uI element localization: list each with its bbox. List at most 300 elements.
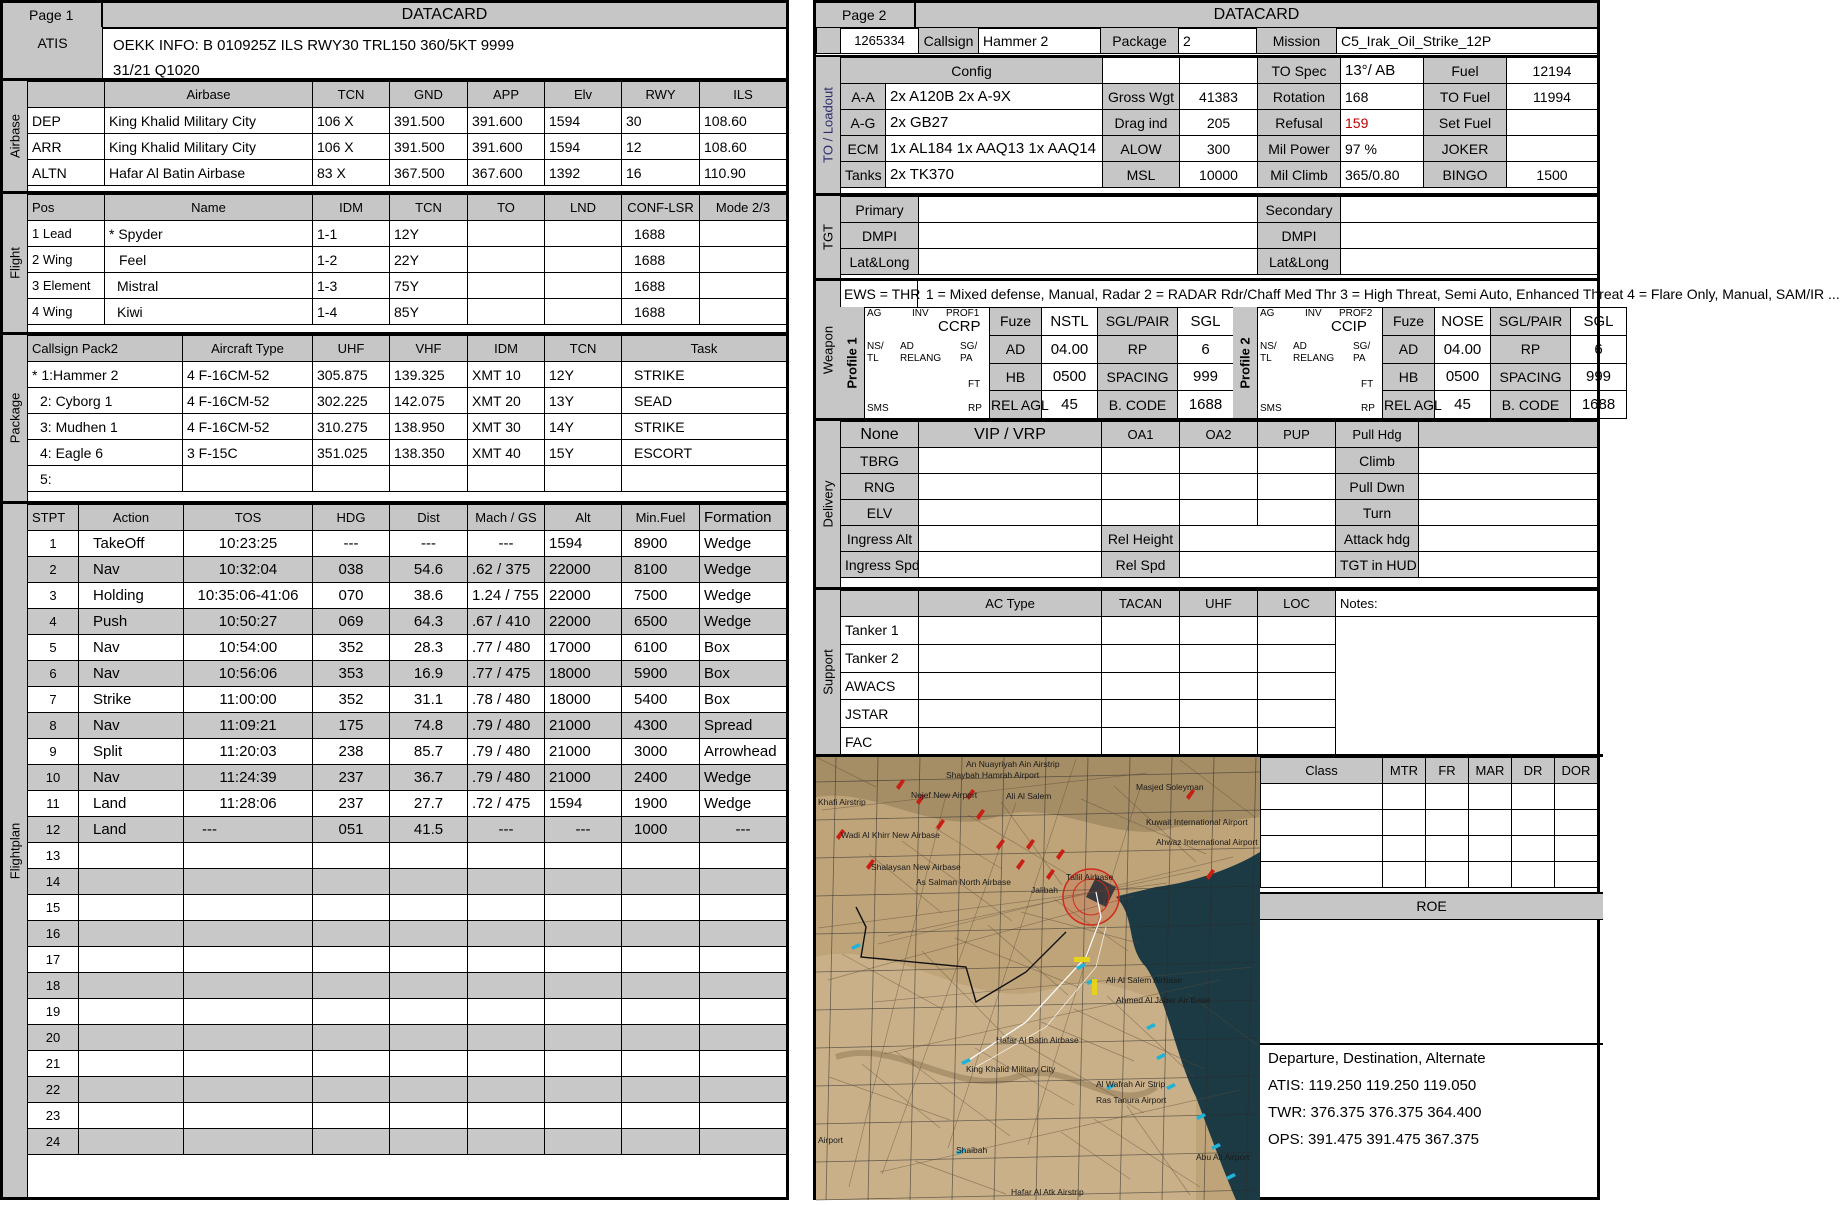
airbase-cell: 367.500	[390, 160, 468, 186]
delivery-right-label: Climb	[1336, 448, 1419, 474]
mfd-inv: INV	[912, 308, 929, 319]
flightplan-cell	[390, 1129, 468, 1155]
map-label: Ahwaz International Airport	[1156, 837, 1258, 847]
support-header-row	[841, 591, 1598, 617]
flightplan-cell: 10:54:00	[184, 635, 313, 661]
map-label: Ahmed Al Jaber Air Base	[1116, 995, 1211, 1005]
package-cell: 4 F-16CM-52	[183, 388, 313, 414]
profile-label: SPACING	[1491, 363, 1571, 391]
flightplan-cell	[313, 1051, 390, 1077]
profile-label: SGL/PAIR	[1098, 308, 1178, 336]
flightplan-cell: 18	[28, 973, 79, 999]
package-value: 2	[1179, 28, 1257, 54]
delivery-header: OA1	[1102, 422, 1180, 448]
profile-label: AD	[990, 335, 1042, 363]
flightplan-cell	[468, 1077, 545, 1103]
flightplan-cell	[468, 1103, 545, 1129]
mfd-sms: SMS	[1260, 403, 1282, 414]
airbase-row	[28, 134, 787, 160]
delivery-right-label: Pull Hdg	[1336, 422, 1419, 448]
mission-row	[816, 27, 1597, 57]
config-blank-1	[1103, 58, 1180, 84]
flightplan-cell: Wedge	[700, 765, 787, 791]
flightplan-cell: 36.7	[390, 765, 468, 791]
profile-name: Profile 1	[844, 336, 860, 389]
airbase-cell: 391.500	[390, 108, 468, 134]
mfd-sgpa: SG/ PA	[1353, 341, 1371, 364]
loadout-label: A-G	[841, 110, 886, 136]
threat-table	[1260, 757, 1598, 888]
flightplan-row	[28, 661, 787, 687]
package-header: Task	[622, 336, 787, 362]
flightplan-cell	[622, 1103, 700, 1129]
airbase-row	[28, 108, 787, 134]
flightplan-cell: 237	[313, 791, 390, 817]
flightplan-cell	[700, 1103, 787, 1129]
threat-cell	[1383, 810, 1426, 836]
airbase-cell: 391.500	[390, 134, 468, 160]
threat-header: FR	[1426, 758, 1469, 784]
flightplan-cell	[184, 869, 313, 895]
atis-label: ATIS	[3, 27, 103, 78]
loadout-row	[841, 110, 1598, 136]
flightplan-cell	[622, 895, 700, 921]
package-cell: 310.275	[313, 414, 390, 440]
package-cell: 302.225	[313, 388, 390, 414]
threat-cell	[1261, 836, 1383, 862]
package-cell: XMT 30	[468, 414, 545, 440]
page-1-label: Page 1	[3, 3, 103, 27]
flight-header: CONF-LSR	[622, 195, 700, 221]
flightplan-cell: Nav	[79, 765, 184, 791]
flightplan-cell	[468, 1025, 545, 1051]
flightplan-cell: ---	[313, 531, 390, 557]
flightplan-cell: 070	[313, 583, 390, 609]
support-tab: Support	[816, 590, 841, 754]
delivery-row	[841, 474, 1598, 500]
package-header: IDM	[468, 336, 545, 362]
mission-table	[816, 27, 1598, 54]
package-cell: 351.025	[313, 440, 390, 466]
mfd-ag: AG	[1260, 308, 1275, 319]
flightplan-cell: 16	[28, 921, 79, 947]
package-cell: 4 F-16CM-52	[183, 362, 313, 388]
package-cell: XMT 10	[468, 362, 545, 388]
flightplan-cell	[700, 947, 787, 973]
loadout-label-4: JOKER	[1424, 136, 1507, 162]
delivery-cell	[1180, 474, 1258, 500]
flightplan-cell: Spread	[700, 713, 787, 739]
support-row-label: Tanker 1	[841, 617, 919, 645]
flightplan-cell	[184, 1025, 313, 1051]
airbase-cell: 1594	[545, 134, 622, 160]
package-header-row	[28, 336, 787, 362]
profile-value: 04.00	[1042, 335, 1098, 363]
fuel-value: 12194	[1507, 58, 1598, 84]
profile-tab	[840, 307, 865, 418]
flight-cell: 85Y	[390, 299, 468, 325]
package-header-callsign-text: Callsign Pack	[32, 341, 111, 356]
weapon-profile-2	[1233, 307, 1627, 418]
flightplan-cell: 1.24 / 755	[468, 583, 545, 609]
map-label: Ali Al Salem	[1006, 791, 1052, 801]
flightplan-cell	[79, 895, 184, 921]
flightplan-cell: Holding	[79, 583, 184, 609]
flightplan-cell	[79, 1077, 184, 1103]
flightplan-cell	[700, 1051, 787, 1077]
package-header: TCN	[545, 336, 622, 362]
support-cell	[1180, 672, 1258, 700]
flightplan-row	[28, 791, 787, 817]
flightplan-cell	[313, 1025, 390, 1051]
profile-label: Fuze	[990, 308, 1042, 336]
loadout-row	[841, 162, 1598, 188]
package-marker	[1092, 979, 1097, 995]
loadout-row	[841, 136, 1598, 162]
airbase-row	[28, 160, 787, 186]
flightplan-row	[28, 739, 787, 765]
flightplan-cell: 28.3	[390, 635, 468, 661]
flightplan-cell: .62 / 375	[468, 557, 545, 583]
airbase-header-blank	[28, 82, 105, 108]
flightplan-cell	[468, 843, 545, 869]
flightplan-cell: 1900	[622, 791, 700, 817]
package-cell	[545, 466, 622, 492]
flightplan-cell: 7500	[622, 583, 700, 609]
flightplan-cell: 8100	[622, 557, 700, 583]
flightplan-cell: 11:09:21	[184, 713, 313, 739]
flightplan-header: Mach / GS	[468, 505, 545, 531]
flightplan-cell	[313, 869, 390, 895]
flight-cell: 75Y	[390, 273, 468, 299]
datacard-page-2	[813, 0, 1840, 1200]
datacard-page-1	[0, 0, 789, 1200]
flightplan-cell	[184, 1051, 313, 1077]
flightplan-cell: ---	[468, 531, 545, 557]
support-cell	[1102, 617, 1180, 645]
flightplan-cell	[468, 1129, 545, 1155]
flightplan-cell	[622, 1129, 700, 1155]
package-cell: 15Y	[545, 440, 622, 466]
rel-spd-value	[1180, 552, 1336, 578]
flightplan-cell	[468, 921, 545, 947]
map-label: An Nuayriyah Ain Airstrip	[966, 759, 1060, 769]
flightplan-cell: 22000	[545, 609, 622, 635]
airbase-cell: 106 X	[313, 134, 390, 160]
theater-map[interactable]	[816, 754, 1260, 1197]
airbase-section	[3, 81, 786, 194]
delivery-cell	[1102, 474, 1180, 500]
airbase-header-row	[28, 82, 787, 108]
flightplan-cell: Wedge	[700, 583, 787, 609]
profile-value: 04.00	[1435, 335, 1491, 363]
delivery-ingress-alt-row	[841, 526, 1598, 552]
flightplan-header: Alt	[545, 505, 622, 531]
flightplan-cell: 20	[28, 1025, 79, 1051]
flightplan-cell: 85.7	[390, 739, 468, 765]
flightplan-cell: Nav	[79, 661, 184, 687]
flightplan-cell: Push	[79, 609, 184, 635]
delivery-right-value	[1419, 552, 1598, 578]
flightplan-header: Action	[79, 505, 184, 531]
map-label: Al Wafrah Air Strip	[1096, 1079, 1166, 1089]
map-label: Hafar Al Atk Airstrip	[1011, 1187, 1084, 1197]
flight-cell: * Spyder	[105, 221, 313, 247]
profile-value: NSTL	[1042, 308, 1098, 336]
flightplan-cell	[545, 895, 622, 921]
threat-header-row	[1261, 758, 1598, 784]
support-cell	[1258, 672, 1336, 700]
package-label: Package	[1101, 28, 1179, 54]
flightplan-cell: 10:23:25	[184, 531, 313, 557]
flight-header: Pos	[28, 195, 105, 221]
map-label: King Khalid Military City	[966, 1064, 1056, 1074]
delivery-table	[840, 421, 1598, 578]
package-cell: ESCORT	[622, 440, 787, 466]
loadout-value-3: 168	[1341, 84, 1424, 110]
loadout-label-2: Gross Wgt	[1103, 84, 1180, 110]
delivery-right-value	[1419, 422, 1598, 448]
flightplan-cell: Strike	[79, 687, 184, 713]
weapon-section	[816, 281, 1840, 421]
profile-value: SGL	[1571, 308, 1627, 336]
profile-value: NOSE	[1435, 308, 1491, 336]
profile-label: REL AGL	[990, 391, 1042, 419]
delivery-right-value	[1419, 500, 1598, 526]
page-1-header	[3, 3, 786, 29]
flightplan-header-row	[28, 505, 787, 531]
map-label: Hafar Al Batin Airbase	[996, 1035, 1079, 1045]
flight-header: IDM	[313, 195, 390, 221]
flightplan-cell	[390, 921, 468, 947]
support-row-label: AWACS	[841, 672, 919, 700]
airbase-cell: 391.600	[468, 134, 545, 160]
tgt-table	[840, 196, 1598, 275]
flight-cell: 1688	[622, 299, 700, 325]
profile-label: B. CODE	[1098, 391, 1178, 419]
delivery-cell	[1180, 448, 1258, 474]
loadout-label-2: ALOW	[1103, 136, 1180, 162]
threat-cell	[1555, 836, 1598, 862]
flightplan-cell: 21000	[545, 765, 622, 791]
page-2-title: DATACARD	[916, 3, 1597, 27]
flight-cell: 3 Element	[28, 273, 105, 299]
flightplan-cell: 1	[28, 531, 79, 557]
package-cell	[183, 466, 313, 492]
roe-section	[1260, 892, 1603, 1045]
package-cell: SEAD	[622, 388, 787, 414]
mfd-ad: AD	[900, 341, 914, 352]
flightplan-cell: Wedge	[700, 531, 787, 557]
flightplan-cell: 21	[28, 1051, 79, 1077]
flightplan-cell: 1594	[545, 531, 622, 557]
mission-label: Mission	[1257, 28, 1337, 54]
flightplan-cell	[545, 999, 622, 1025]
loadout-value-2: 300	[1180, 136, 1258, 162]
package-marker	[1074, 957, 1090, 962]
flightplan-cell	[390, 1051, 468, 1077]
flightplan-cell: 41.5	[390, 817, 468, 843]
flightplan-cell	[313, 843, 390, 869]
flight-row	[28, 247, 787, 273]
flightplan-cell: Split	[79, 739, 184, 765]
tgt-row	[841, 249, 1598, 275]
flight-tab: Flight	[3, 194, 28, 332]
flightplan-cell: .78 / 480	[468, 687, 545, 713]
flightplan-cell: 1594	[545, 791, 622, 817]
loadout-label-3: Refusal	[1258, 110, 1341, 136]
weapon-profile-1	[840, 307, 1234, 418]
mfd-prof: PROF1	[946, 308, 980, 319]
flightplan-cell: 238	[313, 739, 390, 765]
tgt-left-label: Lat&Long	[841, 249, 919, 275]
loadout-section	[816, 57, 1597, 196]
support-cell	[1102, 728, 1180, 756]
map-label: Ali Al Salem Airbase	[1106, 975, 1183, 985]
loadout-label-3: Mil Power	[1258, 136, 1341, 162]
map-label: Ras Tanura Airport	[1096, 1095, 1167, 1105]
flight-row	[28, 221, 787, 247]
flightplan-cell	[79, 973, 184, 999]
flightplan-cell: Wedge	[700, 557, 787, 583]
atis-section	[3, 27, 786, 81]
airbase-table	[27, 81, 787, 186]
flightplan-cell	[184, 895, 313, 921]
map-label: Shalaysan New Airbase	[871, 862, 961, 872]
profile-settings-row	[990, 391, 1234, 419]
flight-cell	[700, 221, 787, 247]
profile-settings-row	[1383, 335, 1627, 363]
flightplan-cell	[184, 973, 313, 999]
support-cell	[919, 672, 1102, 700]
airbase-row-label: DEP	[28, 108, 105, 134]
flightplan-cell: 18000	[545, 661, 622, 687]
flightplan-cell	[390, 973, 468, 999]
flightplan-cell: 64.3	[390, 609, 468, 635]
flightplan-header: Dist	[390, 505, 468, 531]
airbase-cell: 1594	[545, 108, 622, 134]
tgt-left-value	[919, 197, 1258, 223]
flightplan-cell: TakeOff	[79, 531, 184, 557]
flight-cell: 1688	[622, 221, 700, 247]
atis-line-1: OEKK INFO: B 010925Z ILS RWY30 TRL150 360/5KT 9999	[113, 37, 515, 54]
loadout-value: 1x AL184 1x AAQ13 1x AAQ14	[886, 136, 1103, 162]
flightplan-cell	[184, 1103, 313, 1129]
flightplan-cell: 353	[313, 661, 390, 687]
flightplan-cell	[79, 1025, 184, 1051]
flightplan-cell: Box	[700, 635, 787, 661]
mfd-relang: RELANG	[1293, 353, 1335, 364]
profile-value: 6	[1178, 335, 1234, 363]
package-cell: 4 F-16CM-52	[183, 414, 313, 440]
map-label: As Salman North Airbase	[916, 877, 1011, 887]
package-cell: XMT 40	[468, 440, 545, 466]
flightplan-cell	[313, 921, 390, 947]
package-cell	[390, 466, 468, 492]
threat-cell	[1383, 836, 1426, 862]
flightplan-cell: 11:00:00	[184, 687, 313, 713]
flightplan-cell: 54.6	[390, 557, 468, 583]
delivery-cell	[1258, 448, 1336, 474]
airbase-row-label: ARR	[28, 134, 105, 160]
flightplan-row	[28, 999, 787, 1025]
package-tab: Package	[3, 335, 28, 501]
flightplan-row	[28, 817, 787, 843]
profile-settings-row	[1383, 363, 1627, 391]
threat-cell	[1555, 810, 1598, 836]
package-header-callsign	[28, 336, 183, 362]
profile-label: B. CODE	[1491, 391, 1571, 419]
profile-label: HB	[990, 363, 1042, 391]
flightplan-cell	[468, 973, 545, 999]
flightplan-cell: ---	[545, 817, 622, 843]
mfd-sgpa: SG/ PA	[960, 341, 978, 364]
flightplan-cell: ---	[468, 817, 545, 843]
package-cell	[313, 466, 390, 492]
tgt-left-value	[919, 223, 1258, 249]
flightplan-cell: Arrowhead	[700, 739, 787, 765]
support-row-label: FAC	[841, 728, 919, 756]
flightplan-cell	[700, 973, 787, 999]
delivery-header: PUP	[1258, 422, 1336, 448]
flightplan-cell	[700, 921, 787, 947]
flightplan-cell	[313, 947, 390, 973]
threat-cell	[1383, 862, 1426, 888]
ews-text: 1 = Mixed defense, Manual, Radar 2 = RADAR Rdr/Chaff Med Thr 3 = High Threat, Semi Auto, Enhanced Threat 4 = Flare Only, Manual, SAM/IR ...	[925, 286, 1840, 302]
flightplan-cell: 2400	[622, 765, 700, 791]
flight-cell	[468, 247, 545, 273]
tgt-row	[841, 223, 1598, 249]
loadout-label-4: BINGO	[1424, 162, 1507, 188]
flightplan-cell	[622, 1051, 700, 1077]
support-cell	[1180, 644, 1258, 672]
flightplan-cell	[545, 973, 622, 999]
package-cell: 3: Mudhen 1	[28, 414, 183, 440]
flight-cell	[700, 247, 787, 273]
flightplan-row	[28, 869, 787, 895]
tgt-right-label: DMPI	[1258, 223, 1341, 249]
delivery-cell	[919, 474, 1102, 500]
package-cell: 142.075	[390, 388, 468, 414]
flight-cell: 22Y	[390, 247, 468, 273]
support-cell	[919, 617, 1102, 645]
flightplan-cell: .72 / 475	[468, 791, 545, 817]
support-cell	[1180, 617, 1258, 645]
flightplan-row	[28, 895, 787, 921]
threat-section	[1260, 754, 1603, 895]
flightplan-row	[28, 973, 787, 999]
loadout-value: 2x TK370	[886, 162, 1103, 188]
tgt-left-value	[919, 249, 1258, 275]
roe-label: ROE	[1260, 894, 1603, 920]
flightplan-cell	[390, 1103, 468, 1129]
airbase-cell: Hafar Al Batin Airbase	[105, 160, 313, 186]
package-row	[28, 388, 787, 414]
flightplan-cell	[390, 999, 468, 1025]
flightplan-cell	[700, 999, 787, 1025]
flightplan-row	[28, 557, 787, 583]
flightplan-row	[28, 765, 787, 791]
flight-cell	[468, 273, 545, 299]
threat-cell	[1555, 862, 1598, 888]
flight-row	[28, 273, 787, 299]
airbase-cell: 16	[622, 160, 700, 186]
flightplan-cell: 12	[28, 817, 79, 843]
mfd-ad: AD	[1293, 341, 1307, 352]
flightplan-cell: 10	[28, 765, 79, 791]
tgt-right-label: Lat&Long	[1258, 249, 1341, 275]
flightplan-cell	[468, 895, 545, 921]
